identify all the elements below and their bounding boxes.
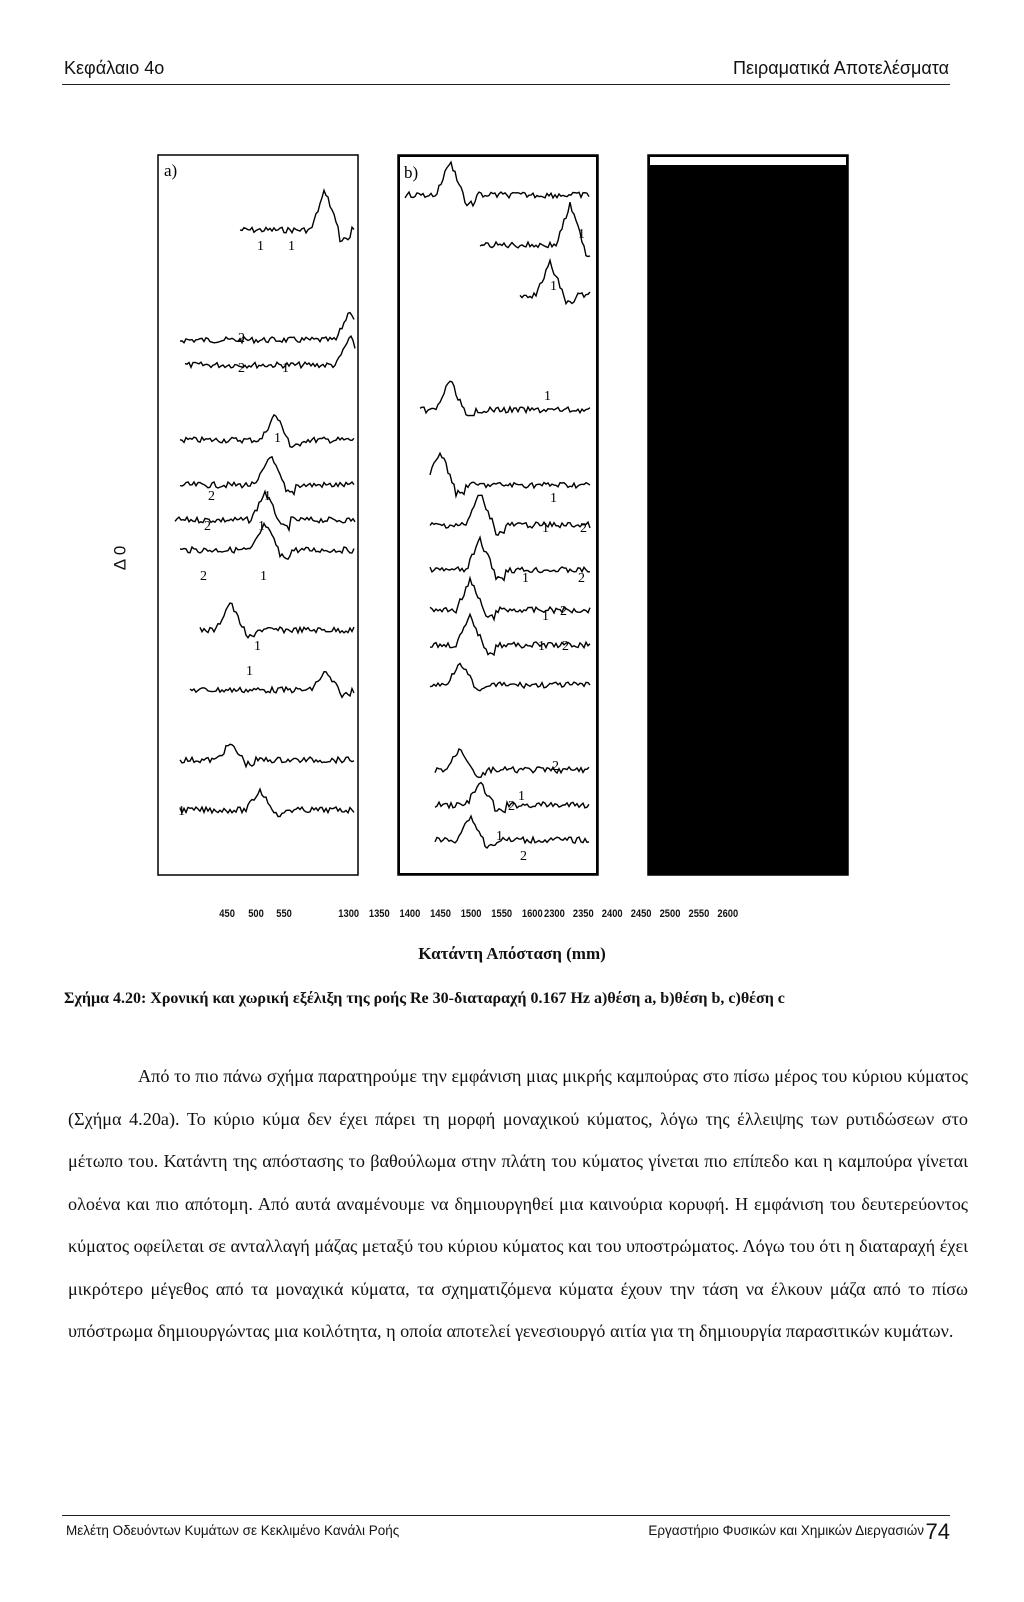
label-a-6: 2 — [208, 489, 215, 504]
label-b-12: 2 — [552, 759, 559, 774]
paragraph: Από το πιο πάνω σχήμα παρατηρούμε την εμφάνιση μιας μικρής καμπούρας στο πίσω μέρος του κύριου κύματος (Σχήμα 4.20a). Το κύριο κύμα δεν έχει πάρει τη μορφή μοναχικού κύματος, λόγω της έλλειψης των ρυτιδώσεων στο μέτωπο του. Κατάντη της απόστασης το βαθούλωμα στην πλάτη του κύματος γίνεται πιο επίπεδο και η καμπούρα γίνεται ολοένα και πιο απότομη. Από αυτά αναμένουμε να δημιουργηθεί μια καινούρια κορυφή. Η εμφάνιση του δευτερεύοντος κύματος οφείλεται σε ανταλλαγή μάζας μεταξύ του κύριου κύματος και του υποστρώματος. Λόγω του ότι η διαταραχή έχει μικρότερο μέγεθος από τα μοναχικά κύματα, τα σχηματιζόμενα κύματα έχουν την τάση να έλκουν μάζα από το πίσω υπόστρωμα δημιουργώντας μια κοιλότητα, η οποία αποτελεί γενεσιουργό αιτία για τη δημιουργία παρασιτικών κυμάτων. — [68, 1066, 968, 1341]
label-a-13: 1 — [178, 804, 185, 819]
panel-b-label: b) — [404, 163, 419, 182]
y-axis-label: Δ 0 — [110, 545, 130, 571]
label-b-6: 2 — [578, 571, 585, 586]
tick-c-4: 2500 — [659, 908, 681, 920]
label-a-10: 2 — [200, 569, 207, 584]
tick-b-1: 1350 — [368, 908, 390, 920]
tick-c-2: 2400 — [601, 908, 623, 920]
panel-a-frame — [158, 155, 358, 875]
label-a-7: 1 — [264, 489, 271, 504]
tick-c-6: 2600 — [717, 908, 739, 920]
label-b-0: 1 — [578, 227, 585, 242]
label-b-15: 1 — [496, 829, 503, 844]
label-b-13: 1 — [518, 789, 525, 804]
tick-a-2: 550 — [276, 908, 292, 920]
tick-c-1: 2350 — [572, 908, 594, 920]
page-number: 74 — [925, 1519, 950, 1544]
label-b-7: 1 — [522, 571, 529, 586]
x-axis-label: Κατάντη Απόσταση (mm) — [418, 944, 606, 963]
label-b-11: 1 — [538, 639, 545, 654]
label-b-4: 2 — [580, 521, 587, 536]
label-a-14: 1 — [254, 639, 261, 654]
tick-b-0: 1300 — [338, 908, 360, 920]
tick-c-3: 2450 — [630, 908, 652, 920]
label-b-8: 2 — [560, 604, 567, 619]
label-a-3: 2 — [238, 361, 245, 376]
label-b-14: 2 — [508, 799, 515, 814]
chapter-header: Κεφάλαιο 4ο — [64, 58, 165, 78]
label-a-9: 1 — [258, 519, 265, 534]
label-a-5: 1 — [274, 431, 281, 446]
tick-b-6: 1600 — [521, 908, 543, 920]
label-b-10: 2 — [562, 639, 569, 654]
label-b-3: 1 — [550, 491, 557, 506]
label-a-11: 1 — [260, 569, 267, 584]
footer-rule — [62, 1515, 950, 1516]
footer-lab: Εργαστήριο Φυσικών και Χημικών Διεργασιών — [648, 1523, 924, 1538]
label-a-12: 1 — [246, 664, 253, 679]
wave-figure — [150, 150, 880, 890]
tick-b-5: 1550 — [491, 908, 513, 920]
label-b-9: 1 — [542, 609, 549, 624]
tick-a-1: 500 — [248, 908, 264, 920]
tick-b-4: 1500 — [460, 908, 482, 920]
figure-caption: Σχήμα 4.20: Χρονική και χωρική εξέλιξη της ροής Re 30-διαταραχή 0.167 Hz a)θέση a, b)θέση b, c)θέση c — [64, 990, 785, 1007]
tick-b-3: 1450 — [430, 908, 451, 920]
label-a-4: 1 — [282, 361, 289, 376]
header-rule — [62, 84, 950, 85]
label-b-5: 1 — [542, 521, 549, 536]
label-a-1: 1 — [257, 239, 264, 254]
label-a-2: 2 — [238, 331, 245, 346]
label-a-0: 1 — [288, 239, 295, 254]
label-b-1: 1 — [550, 279, 557, 294]
tick-c-5: 2550 — [688, 908, 710, 920]
body-text — [68, 1055, 968, 1353]
tick-b-2: 1400 — [399, 908, 421, 920]
footer-title: Μελέτη Οδευόντων Κυμάτων σε Κεκλιμένο Κανάλι Ροής — [66, 1523, 400, 1538]
tick-a-0: 450 — [219, 908, 235, 920]
panel-c-frame — [648, 155, 848, 875]
section-header: Πειραματικά Αποτελέσματα — [733, 58, 949, 78]
label-b-2: 1 — [544, 389, 551, 404]
label-b-16: 2 — [520, 849, 527, 864]
tick-c-0: 2300 — [544, 908, 565, 920]
label-a-8: 2 — [204, 519, 211, 534]
panel-a-label: a) — [164, 161, 178, 180]
